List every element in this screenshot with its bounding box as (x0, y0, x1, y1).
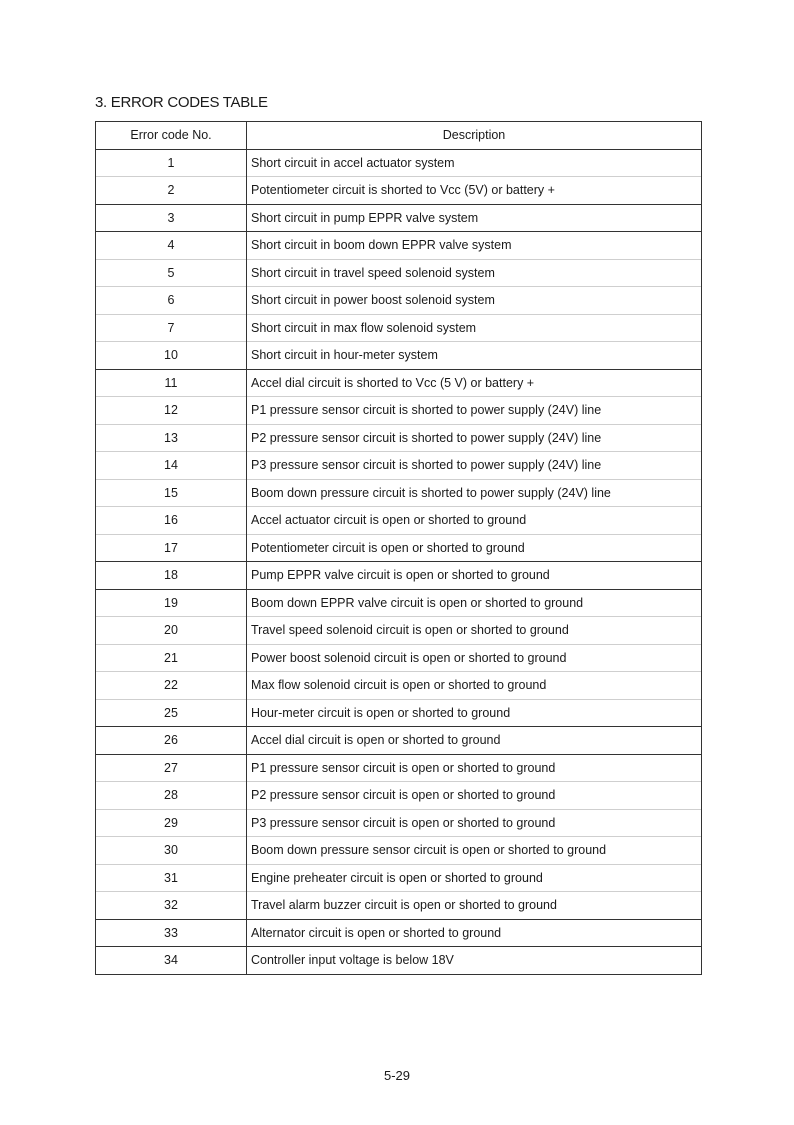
description-cell: Short circuit in power boost solenoid system (247, 287, 702, 315)
error-code-cell: 7 (96, 314, 247, 342)
table-row (96, 397, 702, 425)
error-code-cell: 22 (96, 672, 247, 700)
error-code-cell: 17 (96, 534, 247, 562)
error-code-cell: 29 (96, 809, 247, 837)
description-cell: Accel dial circuit is shorted to Vcc (5 V) or battery + (247, 369, 702, 397)
table-body (96, 149, 702, 974)
error-code-cell: 31 (96, 864, 247, 892)
error-code-cell: 28 (96, 782, 247, 810)
description-cell: P2 pressure sensor circuit is open or shorted to ground (247, 782, 702, 810)
error-code-cell: 16 (96, 507, 247, 535)
description-cell: P2 pressure sensor circuit is shorted to power supply (24V) line (247, 424, 702, 452)
error-codes-table (95, 121, 702, 975)
error-code-cell: 21 (96, 644, 247, 672)
table-row (96, 232, 702, 260)
error-code-cell: 3 (96, 204, 247, 232)
description-cell: Short circuit in boom down EPPR valve system (247, 232, 702, 260)
description-cell: Boom down pressure circuit is shorted to power supply (24V) line (247, 479, 702, 507)
table-row (96, 259, 702, 287)
error-code-cell: 10 (96, 342, 247, 370)
description-cell: Short circuit in travel speed solenoid system (247, 259, 702, 287)
error-code-cell: 14 (96, 452, 247, 480)
table-row (96, 644, 702, 672)
error-code-cell: 27 (96, 754, 247, 782)
error-codes-table-container (95, 121, 701, 975)
table-row (96, 562, 702, 590)
error-code-cell: 34 (96, 947, 247, 975)
table-row (96, 369, 702, 397)
section-title: 3. ERROR CODES TABLE (95, 94, 268, 111)
error-code-cell: 15 (96, 479, 247, 507)
error-code-cell: 5 (96, 259, 247, 287)
error-code-cell: 11 (96, 369, 247, 397)
table-row (96, 287, 702, 315)
table-row (96, 452, 702, 480)
table-header-row (96, 122, 702, 150)
error-code-cell: 18 (96, 562, 247, 590)
error-code-cell: 32 (96, 892, 247, 920)
table-row (96, 672, 702, 700)
description-cell: Engine preheater circuit is open or shorted to ground (247, 864, 702, 892)
description-cell: Travel alarm buzzer circuit is open or shorted to ground (247, 892, 702, 920)
description-cell: P3 pressure sensor circuit is open or shorted to ground (247, 809, 702, 837)
description-cell: Accel actuator circuit is open or shorted to ground (247, 507, 702, 535)
table-row (96, 424, 702, 452)
table-row (96, 204, 702, 232)
table-row (96, 809, 702, 837)
table-row (96, 177, 702, 205)
table-row (96, 864, 702, 892)
description-cell: P1 pressure sensor circuit is shorted to power supply (24V) line (247, 397, 702, 425)
description-cell: P1 pressure sensor circuit is open or shorted to ground (247, 754, 702, 782)
description-cell: Potentiometer circuit is shorted to Vcc (5V) or battery + (247, 177, 702, 205)
table-row (96, 919, 702, 947)
error-code-cell: 19 (96, 589, 247, 617)
error-code-cell: 30 (96, 837, 247, 865)
table-row (96, 892, 702, 920)
table-row (96, 589, 702, 617)
error-code-cell: 12 (96, 397, 247, 425)
error-code-cell: 1 (96, 149, 247, 177)
table-row (96, 617, 702, 645)
description-cell: Boom down pressure sensor circuit is open or shorted to ground (247, 837, 702, 865)
description-cell: Pump EPPR valve circuit is open or shorted to ground (247, 562, 702, 590)
description-cell: P3 pressure sensor circuit is shorted to power supply (24V) line (247, 452, 702, 480)
table-row (96, 507, 702, 535)
description-cell: Alternator circuit is open or shorted to ground (247, 919, 702, 947)
table-row (96, 947, 702, 975)
description-cell: Controller input voltage is below 18V (247, 947, 702, 975)
page-number: 5-29 (383, 1068, 411, 1083)
description-cell: Short circuit in accel actuator system (247, 149, 702, 177)
table-row (96, 782, 702, 810)
description-cell: Short circuit in max flow solenoid system (247, 314, 702, 342)
error-code-cell: 6 (96, 287, 247, 315)
table-row (96, 837, 702, 865)
header-error-code: Error code No. (96, 122, 247, 150)
table-row (96, 149, 702, 177)
description-cell: Hour-meter circuit is open or shorted to ground (247, 699, 702, 727)
description-cell: Power boost solenoid circuit is open or shorted to ground (247, 644, 702, 672)
error-code-cell: 4 (96, 232, 247, 260)
error-code-cell: 2 (96, 177, 247, 205)
description-cell: Max flow solenoid circuit is open or shorted to ground (247, 672, 702, 700)
table-row (96, 754, 702, 782)
table-row (96, 342, 702, 370)
table-row (96, 727, 702, 755)
header-description: Description (247, 122, 702, 150)
table-row (96, 314, 702, 342)
description-cell: Short circuit in pump EPPR valve system (247, 204, 702, 232)
error-code-cell: 13 (96, 424, 247, 452)
error-code-cell: 25 (96, 699, 247, 727)
table-row (96, 699, 702, 727)
description-cell: Potentiometer circuit is open or shorted to ground (247, 534, 702, 562)
table-row (96, 534, 702, 562)
error-code-cell: 33 (96, 919, 247, 947)
description-cell: Short circuit in hour-meter system (247, 342, 702, 370)
description-cell: Boom down EPPR valve circuit is open or shorted to ground (247, 589, 702, 617)
error-code-cell: 26 (96, 727, 247, 755)
description-cell: Travel speed solenoid circuit is open or shorted to ground (247, 617, 702, 645)
description-cell: Accel dial circuit is open or shorted to ground (247, 727, 702, 755)
table-row (96, 479, 702, 507)
error-code-cell: 20 (96, 617, 247, 645)
